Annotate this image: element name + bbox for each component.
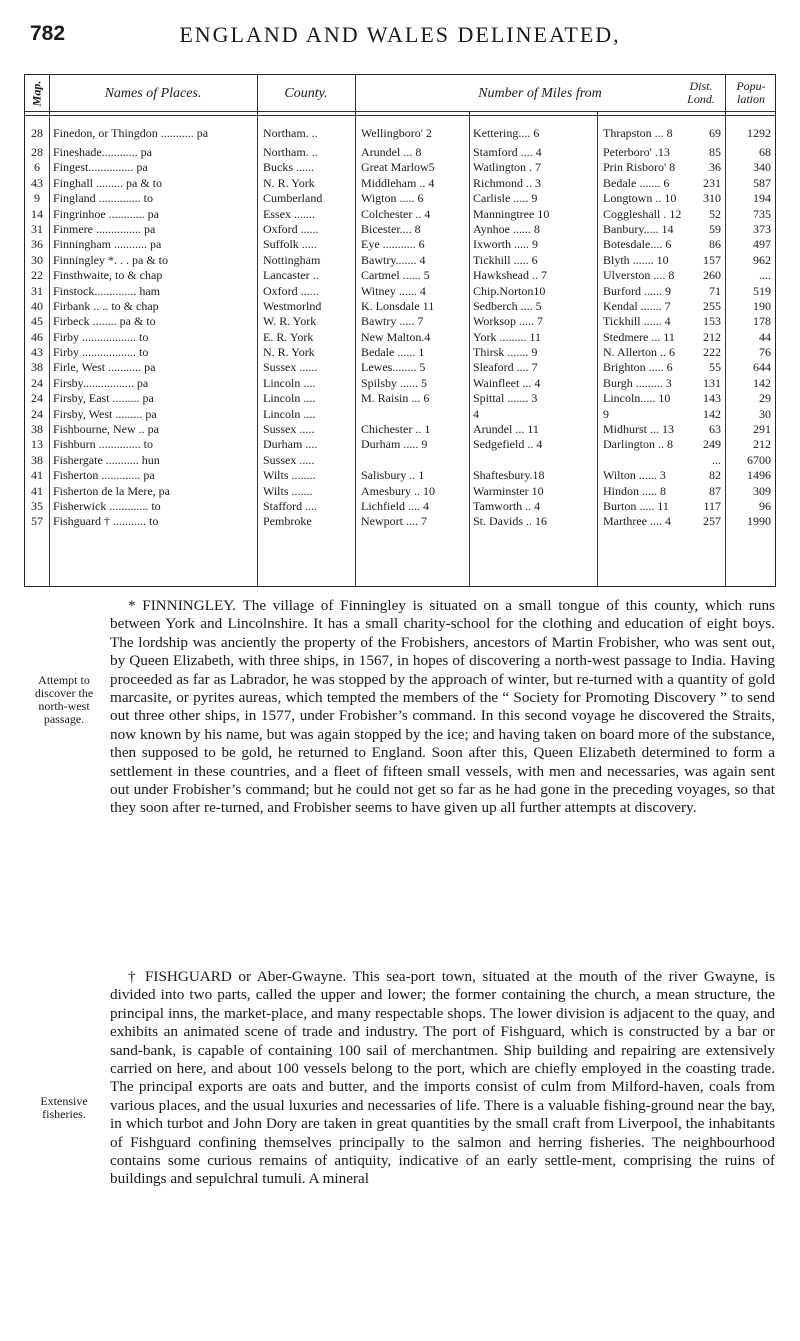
cell-name: Firby .................. to (53, 345, 149, 360)
cell-name: Firle, West ........... pa (53, 360, 156, 375)
cell-pop: .... (759, 268, 771, 283)
cell-m2: Wainfleet ... 4 (473, 375, 541, 390)
cell-name: Finstock.............. ham (53, 283, 160, 298)
cell-m3: Burford ...... 9 (603, 283, 671, 298)
cell-map: 57 (31, 514, 43, 529)
finningley-text: * FINNINGLEY. The village of Finningley is situated on a small tongue of this county, which runs between York and Lincolnshire. It has a small charity-school for the clothing and education of eight boys. The lordship was anciently the property of the Frobishers, ancestors of Martin Frobisher, who was sent out, by Queen Elizabeth, with three ships, in 1567, in hopes of discovering a north-west passage to India. Having proceeded as far as Labrador, he was stopped by the approach of winter, but re-turned with a quantity of gold marcasite, or pyrites aureas, which tempted the members of the “ Society for Promoting Discovery ” to send out three other ships, in 1577, under Frobisher’s command. In this second voyage he discovered the Straits, now known by his name, but was again stopped by the ice; and having taken on board more of the substance, then supposed to be gold, he returned to England. Soon after this, Queen Elizabeth determined to form a settlement in these countries, and a fleet of fifteen small vessels, with men and necessaries, was again sent out under Frobisher’s command; but he could not get so far as he had gone in the preceding voyages, so that they soon after re-turned, and Frobisher seems to have given up all further attempts at discovery. (110, 597, 775, 817)
cell-county: Oxford ...... (263, 283, 319, 298)
cell-name: Firsby, West ......... pa (53, 406, 157, 421)
cell-county: Sussex ..... (263, 422, 315, 437)
cell-m2: York ......... 11 (473, 329, 542, 344)
table-row (25, 391, 775, 406)
cell-map: 43 (31, 175, 43, 190)
cell-dist: 82 (709, 468, 721, 483)
cell-m1: Salisbury .. 1 (361, 468, 425, 483)
cell-pop: 212 (753, 437, 771, 452)
cell-pop: 178 (753, 314, 771, 329)
cell-m1: Bicester.... 8 (361, 221, 421, 236)
cell-county: N. R. York (263, 175, 315, 190)
cell-m3: Prin Risboro' 8 (603, 160, 676, 175)
cell-pop: 644 (753, 360, 771, 375)
table-row (25, 360, 775, 375)
cell-county: Bucks ...... (263, 160, 314, 175)
table-row (25, 191, 775, 206)
cell-county: Wilts ....... (263, 483, 313, 498)
cell-name: Finningley *. . . pa & to (53, 252, 168, 267)
cell-name: Fisherton de la Mere, pa (53, 483, 170, 498)
table-body (25, 121, 775, 530)
cell-name: Finedon, or Thingdon ........... pa (53, 126, 209, 140)
fishguard-text: † FISHGUARD or Aber-Gwayne. This sea-port town, situated at the mouth of the river Gwayne, is divided into two parts, called the upper and lower; the former containing the church, a mean structure, the principal inns, the market-place, and many respectable shops. The lower division is adjacent to the quay, and exhibits an animated scene of trade and industry. The port of Fishguard, which is constructed by a bar or sand-bank, is capable of containing 100 sail of merchantmen. Ship building and repairing are extensively carried on here, and about 100 vessels belong to the port, which are chiefly employed in the coasting trade. The principal exports are oats and butter, and the imports consist of culm from Milford-haven, coals from various places, and the usual luxuries and necessaries of life. There is a valuable fishing-ground near the bay, in which turbot and John Dory are taken in great quantities by the small craft from Liverpool, the inhabitants of Fishguard confining themselves principally to the salmon and herring fisheries. The neighbourhood contains some curious remains of antiquity, indicative of an early settle-ment, comprising the ruins of buildings and sepulchral tumuli. A mineral (110, 968, 775, 1188)
cell-m2: Hawkshead .. 7 (473, 268, 547, 283)
cell-county: Lincoln .... (263, 375, 316, 390)
cell-m1: Newport .... 7 (361, 514, 427, 529)
cell-m3: Hindon ..... 8 (603, 483, 666, 498)
cell-m2: Stamford .... 4 (473, 145, 542, 159)
cell-map: 38 (31, 360, 43, 375)
cell-m2: Sedgefield .. 4 (473, 437, 543, 452)
cell-pop: 373 (753, 221, 771, 236)
cell-county: Wilts ........ (263, 468, 316, 483)
cell-m1: Middleham .. 4 (361, 175, 435, 190)
cell-m2: 4 (473, 406, 479, 421)
cell-m2: Watlington . 7 (473, 160, 542, 175)
cell-name: Fingrinhoe ............ pa (53, 206, 159, 221)
cell-dist: 157 (703, 252, 721, 267)
cell-m3: Bedale ....... 6 (603, 175, 670, 190)
header-map: Map. (29, 80, 44, 106)
cell-dist: 257 (703, 514, 721, 529)
cell-pop: 190 (753, 298, 771, 313)
cell-m3: Midhurst ... 13 (603, 422, 675, 437)
cell-m3: Peterboro' .13 (603, 145, 670, 159)
cell-m3: Banbury..... 14 (603, 221, 674, 236)
cell-map: 36 (31, 237, 43, 252)
cell-m1: Bawtry....... 4 (361, 252, 426, 267)
cell-dist: 52 (709, 206, 721, 221)
cell-m1: Lichfield .... 4 (361, 498, 429, 513)
cell-map: 30 (31, 252, 43, 267)
table-row (25, 145, 775, 160)
cell-county: Durham .... (263, 437, 318, 452)
cell-name: Fishguard † ........... to (53, 514, 159, 529)
cell-name: Fishergate ........... hun (53, 452, 160, 467)
cell-m3: Burgh ......... 3 (603, 375, 672, 390)
cell-m2: Shaftesbury.18 (473, 468, 545, 483)
cell-map: 28 (31, 126, 43, 140)
table-row (25, 207, 775, 222)
cell-m3: Stedmere ... 11 (603, 329, 675, 344)
cell-m2: St. Davids .. 16 (473, 514, 548, 529)
fishguard-footnote (110, 968, 775, 1189)
cell-map: 35 (31, 498, 43, 513)
cell-map: 45 (31, 314, 43, 329)
cell-m3: Burton ..... 11 (603, 498, 669, 513)
cell-m3: Wilton ...... 3 (603, 468, 666, 483)
header-names: Names of Places. (104, 85, 202, 101)
cell-m1: Wellingboro' 2 (361, 126, 432, 140)
running-title: ENGLAND AND WALES DELINEATED, (179, 22, 621, 47)
cell-dist: 231 (703, 175, 721, 190)
cell-map: 31 (31, 221, 43, 236)
cell-m2: Kettering.... 6 (473, 126, 540, 140)
header-county: County. (284, 85, 328, 101)
cell-map: 24 (31, 391, 43, 406)
table-row (25, 484, 775, 499)
cell-name: Finmere ............... pa (53, 221, 156, 236)
cell-m1: Great Marlow5 (361, 160, 435, 175)
cell-county: Westmorlnd (263, 298, 322, 313)
table-row (25, 284, 775, 299)
cell-m2: Richmond .. 3 (473, 175, 541, 190)
cell-map: 41 (31, 483, 43, 498)
cell-name: Firbeck ........ pa & to (53, 314, 156, 329)
cell-pop: 291 (753, 422, 771, 437)
cell-pop: 497 (753, 237, 771, 252)
cell-county: Suffolk ..... (263, 237, 317, 252)
cell-m1: Spilsby ...... 5 (361, 375, 428, 390)
cell-pop: 142 (753, 375, 771, 390)
header-pop: Popu- lation (736, 79, 766, 106)
cell-m1: Witney ...... 4 (361, 283, 426, 298)
table-row (25, 314, 775, 329)
cell-pop: 340 (753, 160, 771, 175)
cell-pop: 309 (753, 483, 771, 498)
cell-m2: Sleaford .... 7 (473, 360, 538, 375)
cell-name: Fingland .............. to (53, 191, 154, 206)
table-row (25, 407, 775, 422)
cell-county: Essex ....... (263, 206, 315, 221)
header-dist: Dist. Lond. (687, 79, 715, 106)
cell-pop: 587 (753, 175, 771, 190)
cell-name: Fingest............... pa (53, 160, 148, 175)
cell-m1: Lewes........ 5 (361, 360, 426, 375)
cell-map: 24 (31, 375, 43, 390)
cell-m3: Tickhill ...... 4 (603, 314, 671, 329)
cell-name: Firsby, East ......... pa (53, 391, 154, 406)
cell-m3: Lincoln..... 10 (603, 391, 671, 406)
table-row (25, 176, 775, 191)
cell-m3: Kendal ....... 7 (603, 298, 671, 313)
cell-m1: New Malton.4 (361, 329, 431, 344)
cell-m2: Manningtree 10 (473, 206, 550, 221)
cell-m2: Spittal ....... 3 (473, 391, 538, 406)
page-header (0, 22, 800, 66)
cell-pop: 29 (759, 391, 771, 406)
cell-dist: 260 (703, 268, 721, 283)
cell-pop: 44 (759, 329, 771, 344)
cell-m1: Wigton ..... 6 (361, 191, 424, 206)
cell-county: N. R. York (263, 345, 315, 360)
cell-map: 22 (31, 268, 43, 283)
cell-dist: 310 (703, 191, 721, 206)
table-row (25, 376, 775, 391)
cell-pop: 76 (759, 345, 771, 360)
cell-name: Finsthwaite, to & chap (53, 268, 163, 283)
cell-dist: 71 (709, 283, 721, 298)
cell-name: Fineshade............ pa (53, 145, 152, 159)
gazetteer-table (24, 74, 776, 587)
cell-dist: 55 (709, 360, 721, 375)
table-row (25, 330, 775, 345)
cell-county: Sussex ..... (263, 452, 315, 467)
margin-note-attempt: Attempt to discover the north-west passage. (34, 673, 94, 726)
cell-m2: Chip.Norton10 (473, 283, 546, 298)
cell-m3: N. Allerton .. 6 (603, 345, 675, 360)
cell-dist: 153 (703, 314, 721, 329)
table-row (25, 468, 775, 483)
cell-pop: 1990 (747, 514, 771, 529)
page-number: 782 (30, 22, 66, 45)
cell-m1: Arundel ... 8 (361, 145, 422, 159)
header-miles: Number of Miles from (478, 85, 602, 101)
cell-pop: 519 (753, 283, 771, 298)
cell-map: 46 (31, 329, 43, 344)
cell-dist: 117 (703, 498, 721, 513)
cell-m2: Tamworth .. 4 (473, 498, 541, 513)
cell-m3: Blyth ....... 10 (603, 252, 669, 267)
cell-county: Oxford ...... (263, 221, 319, 236)
cell-pop: 68 (759, 145, 771, 159)
cell-m3: Botesdale.... 6 (603, 237, 672, 252)
cell-m3: Coggleshall . 12 (603, 206, 682, 221)
cell-map: 14 (31, 206, 43, 221)
cell-m1: Amesbury .. 10 (361, 483, 435, 498)
cell-map: 9 (34, 191, 40, 206)
cell-county: Lincoln .... (263, 406, 316, 421)
cell-m2: Carlisle ..... 9 (473, 191, 538, 206)
cell-m1: Chichester .. 1 (361, 422, 431, 437)
cell-dist: 63 (709, 422, 721, 437)
cell-dist: 86 (709, 237, 721, 252)
cell-dist: ... (712, 452, 721, 467)
cell-map: 41 (31, 468, 43, 483)
table-row (25, 299, 775, 314)
cell-pop: 96 (759, 498, 771, 513)
cell-map: 40 (31, 298, 43, 313)
cell-dist: 212 (703, 329, 721, 344)
table-row (25, 160, 775, 175)
cell-m3: Thrapston ... 8 (603, 126, 673, 140)
table-row (25, 222, 775, 237)
cell-m1: Eye ........... 6 (361, 237, 425, 252)
cell-county: W. R. York (263, 314, 317, 329)
cell-county: Northam. .. (263, 145, 318, 159)
cell-name: Finghall ......... pa & to (53, 175, 162, 190)
cell-pop: 6700 (747, 452, 771, 467)
cell-county: Northam. .. (263, 126, 318, 140)
cell-dist: 85 (709, 145, 721, 159)
cell-dist: 222 (703, 345, 721, 360)
table-row (25, 121, 775, 145)
cell-county: Lancaster .. (263, 268, 319, 283)
cell-map: 13 (31, 437, 43, 452)
cell-dist: 36 (709, 160, 721, 175)
cell-m2: Sedberch .... 5 (473, 298, 542, 313)
cell-pop: 1496 (747, 468, 771, 483)
table-row (25, 499, 775, 514)
cell-m2: Tickhill ..... 6 (473, 252, 538, 267)
cell-name: Firby .................. to (53, 329, 149, 344)
cell-m1: M. Raisin ... 6 (361, 391, 430, 406)
cell-map: 38 (31, 422, 43, 437)
cell-m2: Aynhoe ...... 8 (473, 221, 540, 236)
table-row (25, 422, 775, 437)
cell-pop: 735 (753, 206, 771, 221)
cell-m1: K. Lonsdale 11 (361, 298, 435, 313)
cell-m3: Marthree .... 4 (603, 514, 671, 529)
cell-dist: 87 (709, 483, 721, 498)
cell-county: E. R. York (263, 329, 314, 344)
cell-m1: Durham ..... 9 (361, 437, 428, 452)
cell-name: Fisherton ............. pa (53, 468, 155, 483)
cell-dist: 143 (703, 391, 721, 406)
cell-map: 6 (34, 160, 40, 175)
cell-m1: Bedale ...... 1 (361, 345, 425, 360)
cell-m3: Ulverston .... 8 (603, 268, 675, 283)
cell-name: Fishburn .............. to (53, 437, 154, 452)
table-row (25, 453, 775, 468)
cell-name: Finningham ........... pa (53, 237, 162, 252)
cell-dist: 255 (703, 298, 721, 313)
margin-note-fisheries: Extensive fisheries. (40, 1094, 88, 1121)
cell-m3: Brighton ..... 6 (603, 360, 673, 375)
cell-m2: Warminster 10 (473, 483, 544, 498)
cell-pop: 1292 (747, 126, 771, 140)
cell-map: 28 (31, 145, 43, 159)
cell-dist: 142 (703, 406, 721, 421)
cell-m3: Darlington .. 8 (603, 437, 673, 452)
table-row (25, 237, 775, 252)
cell-county: Cumberland (263, 191, 323, 206)
cell-pop: 30 (759, 406, 771, 421)
cell-m3: 9 (603, 406, 609, 421)
cell-name: Fishbourne, New .. pa (53, 422, 159, 437)
finningley-footnote (110, 597, 775, 818)
table-row (25, 268, 775, 283)
cell-m2: Arundel ... 11 (473, 422, 539, 437)
cell-name: Firsby................. pa (53, 375, 149, 390)
cell-county: Stafford .... (263, 498, 318, 513)
cell-county: Sussex ...... (263, 360, 318, 375)
cell-m1: Bawtry ..... 7 (361, 314, 424, 329)
cell-m2: Ixworth ..... 9 (473, 237, 538, 252)
cell-m1: Cartmel ...... 5 (361, 268, 430, 283)
cell-dist: 249 (703, 437, 721, 452)
cell-m2: Worksop ..... 7 (473, 314, 544, 329)
cell-name: Fisherwick ............. to (53, 498, 161, 513)
cell-map: 31 (31, 283, 43, 298)
cell-m2: Thirsk ....... 9 (473, 345, 538, 360)
cell-county: Pembroke (263, 514, 312, 529)
cell-dist: 59 (709, 221, 721, 236)
cell-dist: 69 (709, 126, 721, 140)
table-row (25, 253, 775, 268)
cell-m3: Longtown .. 10 (603, 191, 677, 206)
cell-m1: Colchester .. 4 (361, 206, 431, 221)
cell-pop: 962 (753, 252, 771, 267)
cell-map: 24 (31, 406, 43, 421)
cell-pop: 194 (753, 191, 771, 206)
cell-county: Nottingham (263, 252, 321, 267)
cell-county: Lincoln .... (263, 391, 316, 406)
table-row (25, 437, 775, 452)
table-row (25, 514, 775, 529)
cell-dist: 131 (703, 375, 721, 390)
table-row (25, 345, 775, 360)
cell-name: Firbank .. .. to & chap (53, 298, 159, 313)
cell-map: 43 (31, 345, 43, 360)
cell-map: 38 (31, 452, 43, 467)
